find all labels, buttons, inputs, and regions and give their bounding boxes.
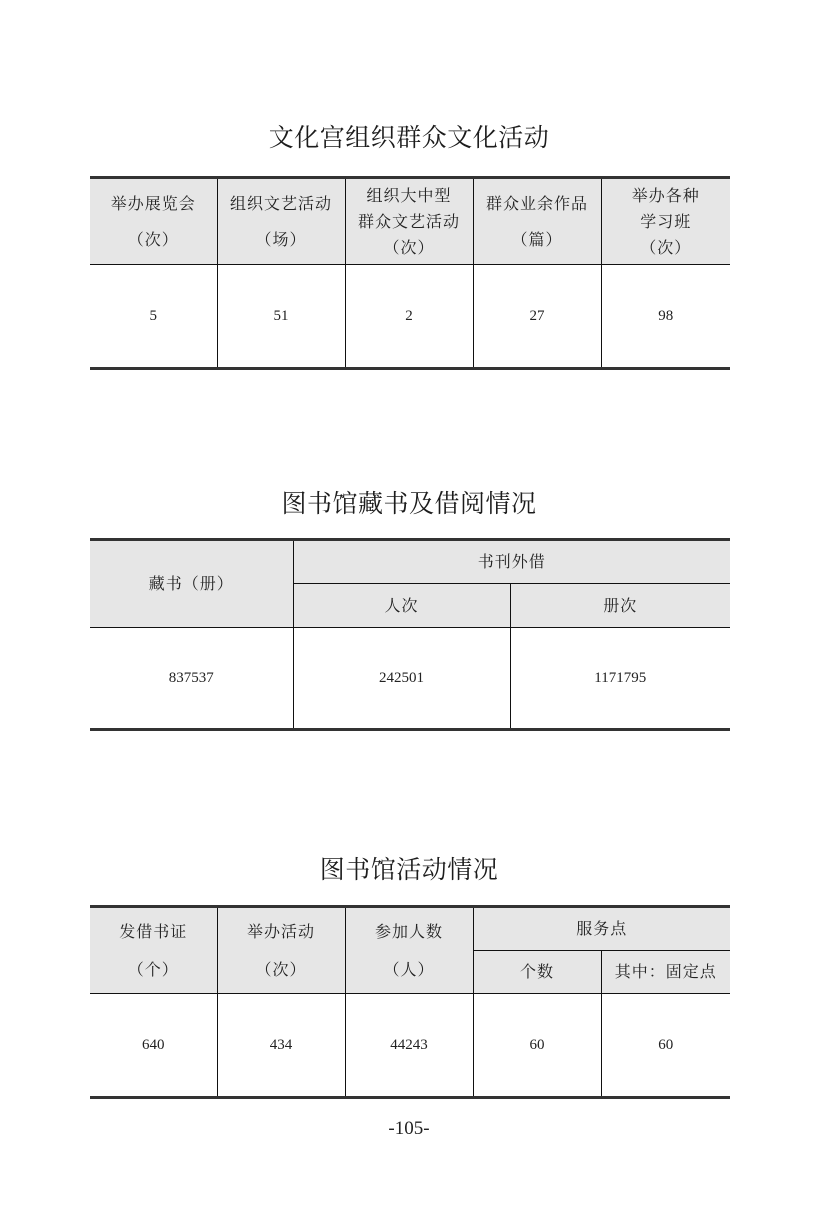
culture-palace-activities-table <box>90 176 730 370</box>
page-number: -105- <box>388 1118 430 1139</box>
table3-title: 图书馆活动情况 <box>319 855 499 884</box>
value-training-classes: 98 <box>601 265 730 369</box>
table-row <box>90 628 730 730</box>
header-training-classes: 举办各种 学习班 （次） <box>601 178 730 265</box>
header-service-points: 服务点 <box>473 907 730 951</box>
value-art-activities: 51 <box>217 265 345 369</box>
header-activities-held: 举办活动 （次） <box>217 907 345 994</box>
header-service-count: 个数 <box>473 951 601 994</box>
value-activities-held: 434 <box>217 994 345 1098</box>
header-art-activities: 组织文艺活动 （场） <box>217 178 345 265</box>
value-exhibitions: 5 <box>149 307 157 324</box>
header-exhibitions: 举办展览会 （次） <box>90 178 217 265</box>
header-fixed-points: 其中：固定点 <box>601 951 730 994</box>
header-participants: 参加人数 （人） <box>345 907 473 994</box>
header-collection: 藏书（册） <box>90 540 293 628</box>
header-large-events: 组织大中型 群众文艺活动 （次） <box>345 178 473 265</box>
table3-header-row <box>90 907 730 951</box>
value-library-cards: 640 <box>142 1036 165 1053</box>
table2-title: 图书馆藏书及借阅情况 <box>281 489 537 518</box>
value-person-times: 242501 <box>293 628 510 730</box>
value-collection: 837537 <box>168 669 214 686</box>
header-library-cards: 发借书证 （个） <box>90 907 217 994</box>
value-participants: 44243 <box>345 994 473 1098</box>
table1-title: 文化宫组织群众文化活动 <box>268 123 550 152</box>
value-volume-times: 1171795 <box>510 628 730 730</box>
header-volume-times: 册次 <box>510 584 730 628</box>
header-lending-group: 书刊外借 <box>293 540 730 584</box>
library-collection-table <box>90 538 730 731</box>
value-fixed-points: 60 <box>601 994 730 1098</box>
table1-header-row <box>90 178 730 265</box>
table-row <box>90 265 730 369</box>
library-activities-table <box>90 905 730 1099</box>
header-amateur-works: 群众业余作品 （篇） <box>473 178 601 265</box>
table-row <box>90 994 730 1098</box>
value-large-events: 2 <box>345 265 473 369</box>
header-person-times: 人次 <box>293 584 510 628</box>
table2-header-row <box>90 540 730 584</box>
value-service-count: 60 <box>473 994 601 1098</box>
value-amateur-works: 27 <box>473 265 601 369</box>
